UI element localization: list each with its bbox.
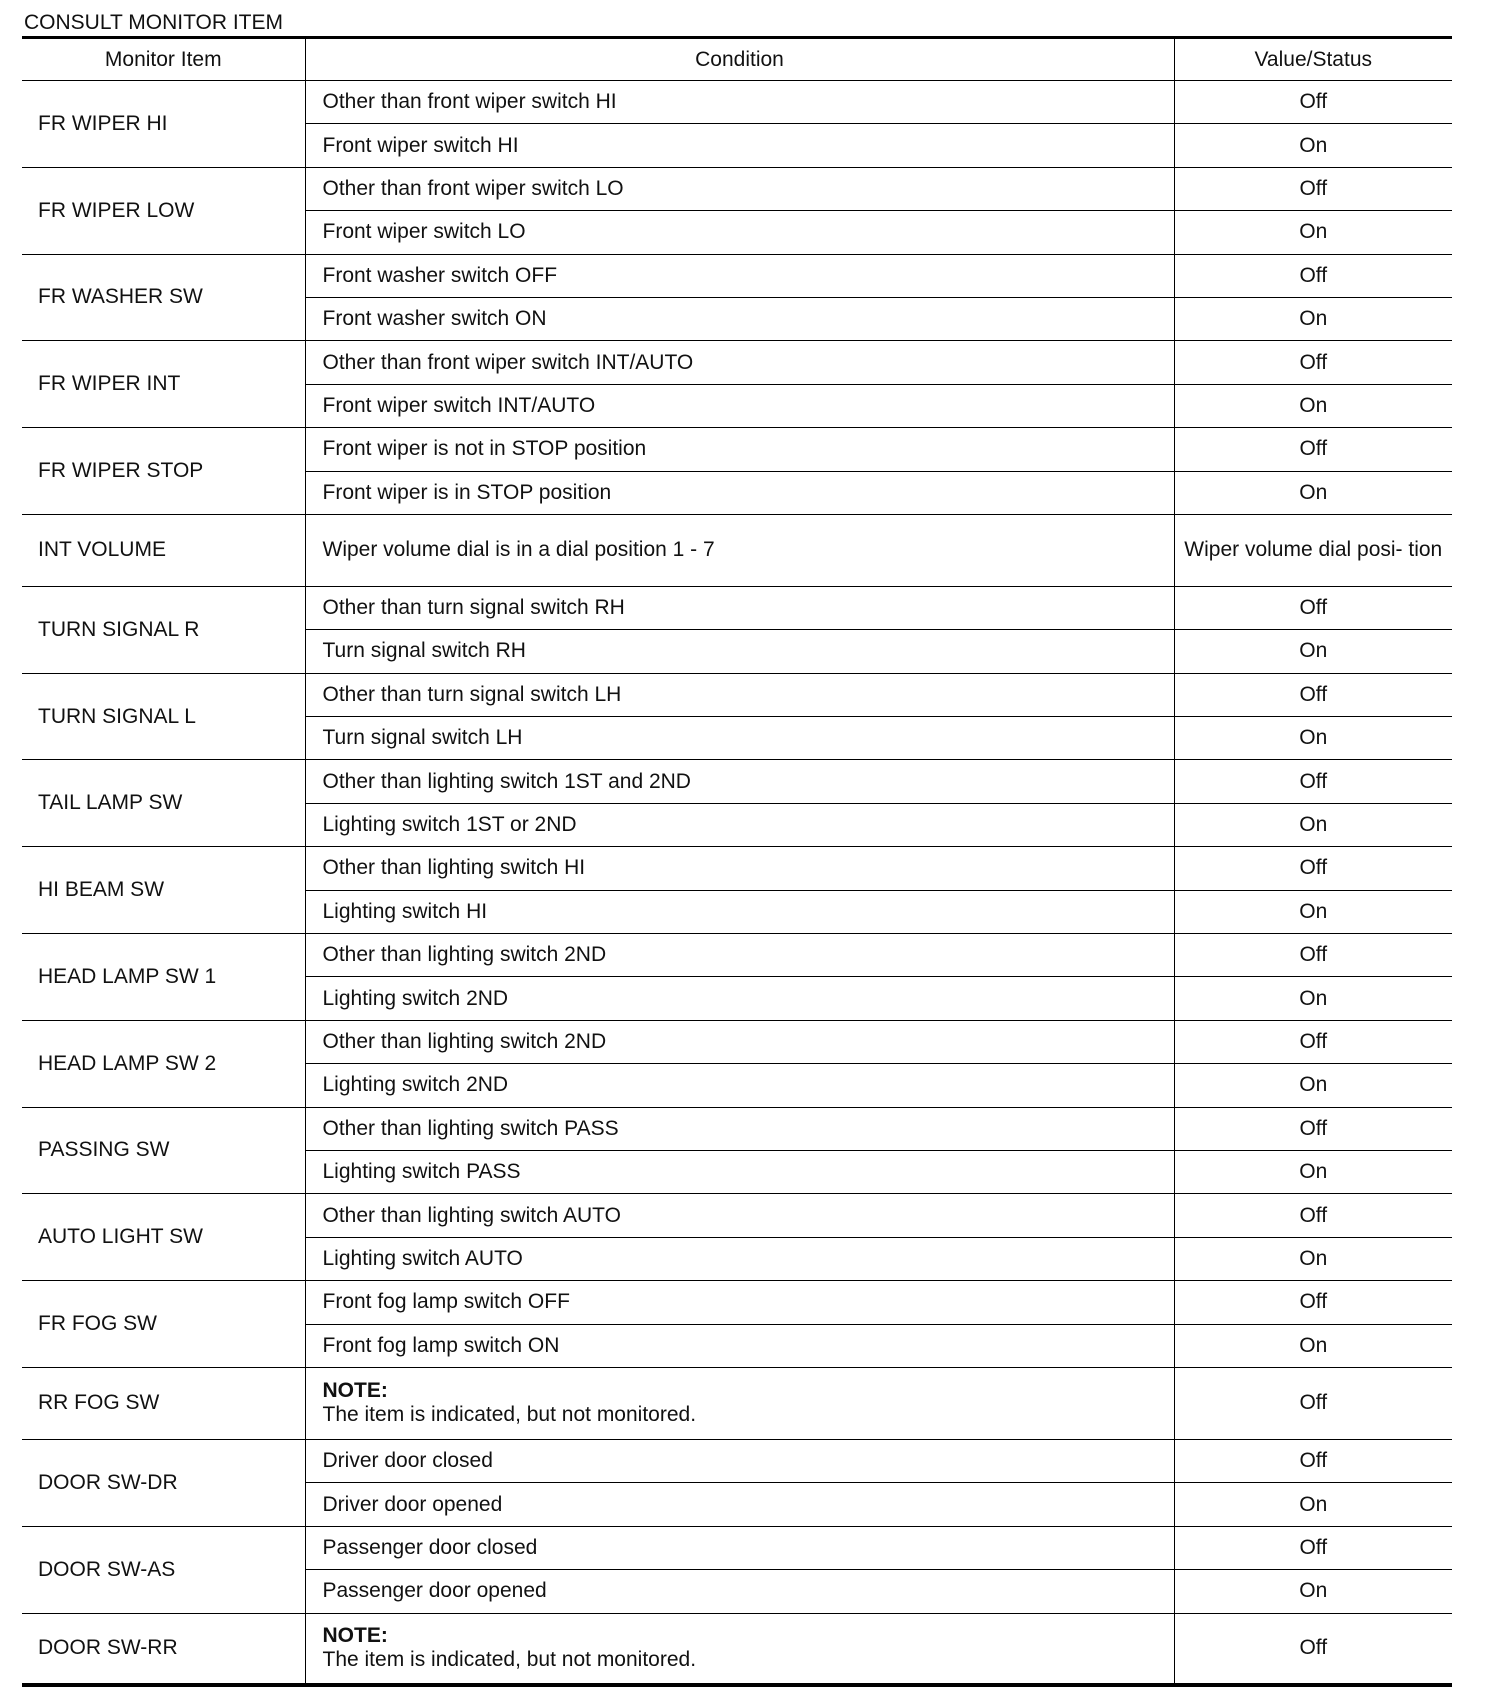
- table-row: [22, 847, 1452, 890]
- condition-cell: Lighting switch 2ND: [305, 977, 1174, 1020]
- table-row: [22, 341, 1452, 384]
- note-text: The item is indicated, but not monitored.: [322, 1648, 697, 1672]
- monitor-item-name: PASSING SW: [22, 1107, 305, 1194]
- value-status-cell: Off: [1174, 847, 1452, 890]
- condition-cell: Other than lighting switch 2ND: [305, 1020, 1174, 1063]
- value-status-cell: On: [1174, 1150, 1452, 1193]
- value-status-cell: On: [1174, 1570, 1452, 1613]
- condition-cell: Other than lighting switch PASS: [305, 1107, 1174, 1150]
- condition-cell: Front fog lamp switch OFF: [305, 1281, 1174, 1324]
- condition-cell: Other than lighting switch 2ND: [305, 934, 1174, 977]
- table-row: [22, 514, 1452, 586]
- note-label: NOTE:: [322, 1379, 388, 1403]
- condition-cell: Front wiper switch INT/AUTO: [305, 384, 1174, 427]
- monitor-item-name: AUTO LIGHT SW: [22, 1194, 305, 1281]
- value-status-cell: Off: [1174, 254, 1452, 297]
- note-cell: [305, 1613, 1174, 1685]
- table-row: [22, 254, 1452, 297]
- condition-cell: Wiper volume dial is in a dial position 1 - 7: [305, 514, 1174, 586]
- value-status-cell: Off: [1174, 586, 1452, 629]
- condition-cell: Lighting switch 1ST or 2ND: [305, 803, 1174, 846]
- header-condition: Condition: [305, 38, 1174, 81]
- condition-cell: Lighting switch AUTO: [305, 1237, 1174, 1280]
- monitor-item-name: INT VOLUME: [22, 514, 305, 586]
- monitor-item-name: DOOR SW-DR: [22, 1439, 305, 1526]
- value-status-cell: Off: [1174, 1107, 1452, 1150]
- value-status-cell: On: [1174, 1324, 1452, 1367]
- value-status-cell: On: [1174, 803, 1452, 846]
- value-status-cell: On: [1174, 384, 1452, 427]
- value-status-cell: Off: [1174, 341, 1452, 384]
- condition-cell: Turn signal switch RH: [305, 630, 1174, 673]
- condition-cell: Passenger door closed: [305, 1526, 1174, 1569]
- monitor-item-name: FR WIPER STOP: [22, 428, 305, 515]
- condition-cell: Passenger door opened: [305, 1570, 1174, 1613]
- condition-cell: Front wiper is not in STOP position: [305, 428, 1174, 471]
- monitor-item-name: FR WIPER INT: [22, 341, 305, 428]
- condition-cell: Lighting switch PASS: [305, 1150, 1174, 1193]
- monitor-item-name: FR WIPER LOW: [22, 167, 305, 254]
- value-status-cell: On: [1174, 297, 1452, 340]
- table-row: [22, 934, 1452, 977]
- value-status-cell: On: [1174, 124, 1452, 167]
- table-row: [22, 1439, 1452, 1482]
- monitor-item-name: FR WASHER SW: [22, 254, 305, 341]
- condition-cell: Lighting switch HI: [305, 890, 1174, 933]
- value-status-cell: Off: [1174, 428, 1452, 471]
- header-value-status: Value/Status: [1174, 38, 1452, 81]
- header-monitor-item: Monitor Item: [22, 38, 305, 81]
- value-status-cell: On: [1174, 630, 1452, 673]
- monitor-item-name: RR FOG SW: [22, 1367, 305, 1439]
- monitor-item-name: TURN SIGNAL L: [22, 673, 305, 760]
- value-status-cell: Off: [1174, 1613, 1452, 1685]
- value-status-cell: Off: [1174, 1281, 1452, 1324]
- table-row: [22, 1526, 1452, 1569]
- value-status-cell: Wiper volume dial posi- tion: [1174, 514, 1452, 586]
- table-row: [22, 1194, 1452, 1237]
- header-row: [22, 38, 1452, 81]
- value-status-cell: Off: [1174, 1367, 1452, 1439]
- value-status-cell: On: [1174, 717, 1452, 760]
- condition-cell: Turn signal switch LH: [305, 717, 1174, 760]
- value-status-cell: Off: [1174, 167, 1452, 210]
- value-status-cell: Off: [1174, 1526, 1452, 1569]
- value-status-cell: Off: [1174, 673, 1452, 716]
- value-status-cell: On: [1174, 977, 1452, 1020]
- condition-cell: Front fog lamp switch ON: [305, 1324, 1174, 1367]
- condition-cell: Other than front wiper switch INT/AUTO: [305, 341, 1174, 384]
- monitor-item-name: HI BEAM SW: [22, 847, 305, 934]
- monitor-item-name: TAIL LAMP SW: [22, 760, 305, 847]
- value-status-cell: Off: [1174, 1194, 1452, 1237]
- value-status-cell: Off: [1174, 934, 1452, 977]
- monitor-item-name: TURN SIGNAL R: [22, 586, 305, 673]
- value-status-cell: Off: [1174, 760, 1452, 803]
- condition-cell: Front washer switch OFF: [305, 254, 1174, 297]
- condition-cell: Other than lighting switch 1ST and 2ND: [305, 760, 1174, 803]
- value-status-cell: Off: [1174, 81, 1452, 124]
- condition-cell: Lighting switch 2ND: [305, 1064, 1174, 1107]
- value-status-cell: On: [1174, 1483, 1452, 1526]
- condition-cell: Other than front wiper switch LO: [305, 167, 1174, 210]
- condition-cell: Other than turn signal switch LH: [305, 673, 1174, 716]
- value-status-cell: Off: [1174, 1020, 1452, 1063]
- monitor-item-name: HEAD LAMP SW 1: [22, 934, 305, 1021]
- value-status-cell: On: [1174, 1237, 1452, 1280]
- value-status-cell: On: [1174, 890, 1452, 933]
- table-body: [22, 81, 1452, 1686]
- table-row: [22, 1613, 1452, 1685]
- monitor-item-name: DOOR SW-RR: [22, 1613, 305, 1685]
- condition-cell: Other than lighting switch AUTO: [305, 1194, 1174, 1237]
- table-row: [22, 760, 1452, 803]
- condition-cell: Other than lighting switch HI: [305, 847, 1174, 890]
- condition-cell: Front wiper is in STOP position: [305, 471, 1174, 514]
- table-caption: CONSULT MONITOR ITEM: [24, 11, 284, 34]
- monitor-item-name: FR WIPER HI: [22, 81, 305, 168]
- condition-cell: Other than front wiper switch HI: [305, 81, 1174, 124]
- value-status-cell: On: [1174, 1064, 1452, 1107]
- value-status-cell: On: [1174, 471, 1452, 514]
- table-row: [22, 673, 1452, 716]
- table-row: [22, 81, 1452, 124]
- condition-cell: Other than turn signal switch RH: [305, 586, 1174, 629]
- monitor-item-name: FR FOG SW: [22, 1281, 305, 1368]
- monitor-item-name: DOOR SW-AS: [22, 1526, 305, 1613]
- note-label: NOTE:: [322, 1624, 388, 1648]
- condition-cell: Front wiper switch LO: [305, 211, 1174, 254]
- note-text: The item is indicated, but not monitored.: [322, 1403, 697, 1427]
- table-row: [22, 1281, 1452, 1324]
- table-row: [22, 1107, 1452, 1150]
- consult-monitor-table: [22, 36, 1452, 1687]
- table-row: [22, 167, 1452, 210]
- condition-cell: Front washer switch ON: [305, 297, 1174, 340]
- note-cell: [305, 1367, 1174, 1439]
- condition-cell: Front wiper switch HI: [305, 124, 1174, 167]
- table-row: [22, 1020, 1452, 1063]
- table-row: [22, 586, 1452, 629]
- condition-cell: Driver door opened: [305, 1483, 1174, 1526]
- table-row: [22, 428, 1452, 471]
- value-status-cell: On: [1174, 211, 1452, 254]
- monitor-item-name: HEAD LAMP SW 2: [22, 1020, 305, 1107]
- table-row: [22, 1367, 1452, 1439]
- condition-cell: Driver door closed: [305, 1439, 1174, 1482]
- value-status-cell: Off: [1174, 1439, 1452, 1482]
